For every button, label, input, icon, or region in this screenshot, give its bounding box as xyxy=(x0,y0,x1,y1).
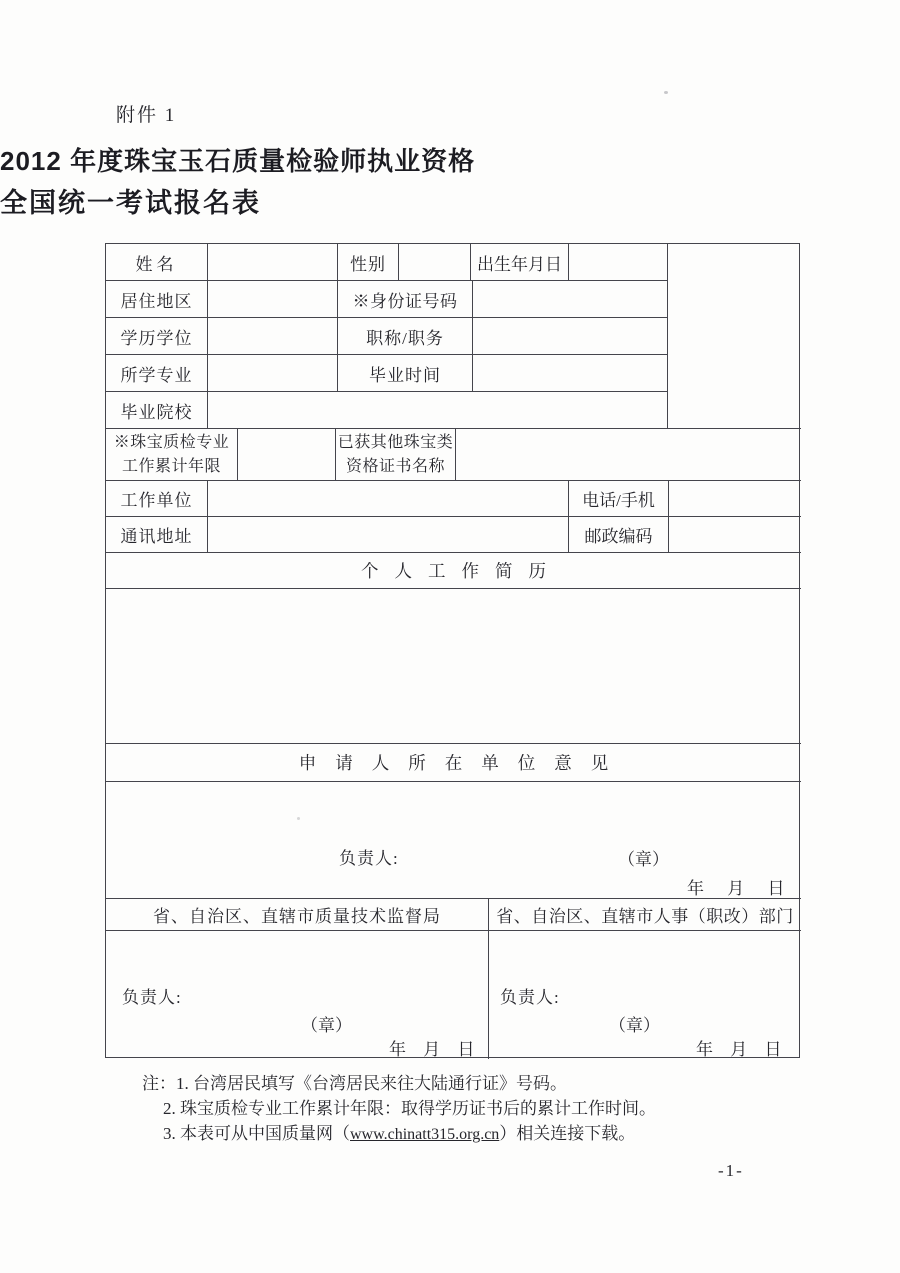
form-title-line1: 2012 年度珠宝玉石质量检验师执业资格 xyxy=(0,146,476,176)
jewelry-years-label-line1: ※珠宝质检专业 xyxy=(113,434,230,452)
unit-date-label: 年 月 日 xyxy=(687,879,785,898)
major-value-cell xyxy=(208,355,338,392)
note-line-1 xyxy=(142,1069,567,1094)
school-label: 毕业院校 xyxy=(106,392,208,429)
note-1-text: 1. 台湾居民填写《台湾居民来往大陆通行证》号码。 xyxy=(176,1074,567,1093)
personnel-seal-label: （章） xyxy=(609,1016,660,1035)
other-cert-label-line1: 已获其他珠宝类 xyxy=(337,434,454,452)
jewelry-years-label-line2: 工作累计年限 xyxy=(121,457,221,475)
address-value-cell xyxy=(208,517,569,553)
postal-code-value-cell xyxy=(669,517,801,553)
scan-speck xyxy=(297,817,300,820)
notes-prefix: 注： xyxy=(142,1074,176,1093)
residence-label: 居住地区 xyxy=(106,281,208,318)
gender-value-cell xyxy=(399,244,471,281)
school-value-cell xyxy=(208,392,668,429)
unit-leader-label: 负责人: xyxy=(339,849,399,868)
registration-form-table xyxy=(105,243,800,1058)
qts-date-label: 年 月 日 xyxy=(389,1040,475,1059)
personnel-dept-header: 省、自治区、直辖市人事（职改）部门 xyxy=(489,899,801,931)
scan-speck xyxy=(664,91,668,94)
jewelry-years-value-cell xyxy=(238,429,336,481)
address-label: 通讯地址 xyxy=(106,517,208,553)
qts-seal-label: （章） xyxy=(301,1016,352,1035)
residence-value-cell xyxy=(208,281,338,318)
other-cert-label-line2: 资格证书名称 xyxy=(345,457,445,475)
name-value-cell xyxy=(208,244,338,281)
other-cert-value-cell xyxy=(456,429,801,481)
major-label: 所学专业 xyxy=(106,355,208,392)
photo-box xyxy=(668,244,801,429)
qts-bureau-sign-area xyxy=(106,931,489,1059)
attachment-label: 附件 1 xyxy=(116,105,177,126)
grad-time-value-cell xyxy=(473,355,668,392)
resume-area xyxy=(106,589,801,744)
note-line-2 xyxy=(163,1094,656,1119)
unit-seal-label: （章） xyxy=(618,850,669,869)
personnel-dept-sign-area xyxy=(489,931,801,1059)
personnel-leader-label: 负责人: xyxy=(500,988,560,1007)
id-number-label: ※身份证号码 xyxy=(338,281,473,318)
note-3-text-pre: 3. 本表可从中国质量网（ xyxy=(163,1124,350,1143)
personnel-date-label: 年 月 日 xyxy=(696,1040,782,1059)
unit-opinion-header: 申请人所在单位意见 xyxy=(106,744,801,782)
name-label: 姓名 xyxy=(106,244,208,281)
birth-date-label: 出生年月日 xyxy=(471,244,569,281)
birth-date-value-cell xyxy=(569,244,668,281)
note-2-text: 2. 珠宝质检专业工作累计年限：取得学历证书后的累计工作时间。 xyxy=(163,1099,656,1118)
grad-time-label: 毕业时间 xyxy=(338,355,473,392)
qts-leader-label: 负责人: xyxy=(122,988,182,1007)
other-cert-label xyxy=(336,429,456,481)
resume-section-header: 个人工作简历 xyxy=(106,553,801,589)
gender-label: 性别 xyxy=(338,244,399,281)
education-label: 学历学位 xyxy=(106,318,208,355)
job-title-label: 职称/职务 xyxy=(338,318,473,355)
job-title-value-cell xyxy=(473,318,668,355)
qts-bureau-header: 省、自治区、直辖市质量技术监督局 xyxy=(106,899,489,931)
phone-label: 电话/手机 xyxy=(569,481,669,517)
employer-label: 工作单位 xyxy=(106,481,208,517)
unit-opinion-area xyxy=(106,782,801,899)
education-value-cell xyxy=(208,318,338,355)
note-line-3 xyxy=(163,1119,635,1144)
page-number: -1- xyxy=(718,1161,744,1180)
note-3-url: www.chinatt315.org.cn xyxy=(350,1126,500,1143)
postal-code-label: 邮政编码 xyxy=(569,517,669,553)
note-3-text-post: ）相关连接下载。 xyxy=(499,1124,636,1143)
phone-value-cell xyxy=(669,481,801,517)
form-title-line2: 全国统一考试报名表 xyxy=(0,188,261,218)
id-number-value-cell xyxy=(473,281,668,318)
jewelry-years-label xyxy=(106,429,238,481)
employer-value-cell xyxy=(208,481,569,517)
